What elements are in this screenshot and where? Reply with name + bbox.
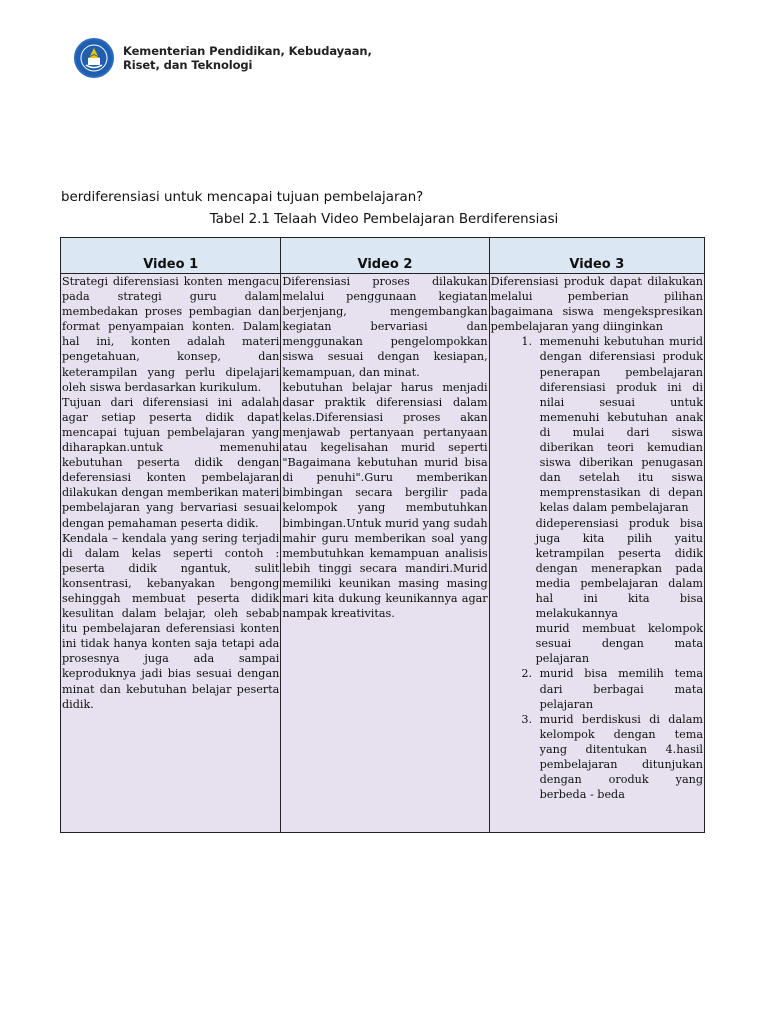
- header-video-3: Video 3: [489, 238, 704, 274]
- cell-video-2: [281, 274, 489, 833]
- header-video-2: Video 2: [281, 238, 489, 274]
- video-review-table: [60, 237, 705, 833]
- cell-video-3: [489, 274, 704, 833]
- list-item: 3. murid berdiskusi di dalam kelompok dengan tema yang ditentukan 4.hasil pembelajaran ditunjukan dengan oroduk yang berbeda - beda: [536, 712, 703, 803]
- video-2-paragraph-2: kebutuhan belajar harus menjadi dasar praktik diferensiasi dalam kelas.Diferensiasi proses akan menjawab pertanyaan pertanyaan atau kegelisahan murid seperti "Bagaimana kebutuhan murid bisa di penuhi".Guru memberikan bimbingan secara bergilir pada kelompok yang membutuhkan bimbingan.Untuk murid yang sudah mahir guru memberikan soal yang membutuhkan kemampuan analisis lebih tinggi secara mandiri.Murid memiliki keunikan masing masing mari kita dukung keunikannya agar nampak kreativitas.: [282, 380, 488, 621]
- video-1-paragraph-2: Tujuan dari diferensiasi ini adalah agar setiap peserta didik dapat mencapai tujuan pembelajaran yang diharapkan.untuk memenuhi kebutuhan peserta didik dengan deferensiasi konten pembelajaran dilakukan dengan memberikan materi pembelajaran yang bervariasi sesuai dengan pemahaman peserta didik.: [62, 395, 280, 530]
- list-item: 2. murid bisa memilih tema dari berbagai mata pelajaran: [536, 666, 703, 711]
- cell-video-1: [61, 274, 281, 833]
- table-row: [61, 274, 705, 833]
- video-3-list-a: [491, 334, 703, 515]
- video-3-intro: Diferensiasi produk dapat dilakukan melalui pemberian pilihan bagaimana siswa mengekspresikan pembelajaran yang diinginkan: [490, 275, 703, 334]
- page-header: [74, 38, 372, 78]
- video-1-paragraph-3: Kendala – kendala yang sering terjadi di dalam kelas seperti contoh : peserta didik ngantuk, sulit konsentrasi, kebanyakan bengong sehinggah membuat peserta didik kesulitan dalam belajar, oleh sebab itu pembelajaran deferensiasi konten ini tidak hanya konten saja tetapi ada prosesnya juga ada sampai keproduknya jadi bias sesuai dengan minat dan kebutuhan belajar peserta didik.: [62, 531, 280, 711]
- video-3-note-1: dideperensiasi produk bisa juga kita pilih yaitu ketrampilan peserta didik dengan menerapkan pada media pembelajaran dalam hal ini kita bisa melakukannya: [535, 516, 703, 621]
- video-3-list-b: [491, 666, 703, 802]
- table-caption: Tabel 2.1 Telaah Video Pembelajaran Berdiferensiasi: [209, 212, 559, 227]
- ministry-name: [123, 44, 372, 72]
- video-3-note-2: murid membuat kelompok sesuai dengan mata pelajaran: [535, 622, 703, 666]
- ministry-name-line1: Kementerian Pendidikan, Kebudayaan,: [123, 44, 372, 58]
- list-item: 1. memenuhi kebutuhan murid dengan diferensiasi produk penerapan pembelajaran diferensiasi produk ini di nilai sesuai untuk memenuhi kebutuhan anak di mulai dari siswa diberikan teori kemudian siswa diberikan penugasan dan setelah itu siswa memprenstasikan di depan kelas dalam pembelajaran: [536, 334, 703, 515]
- table-header-row: [61, 238, 705, 274]
- header-video-1: Video 1: [61, 238, 281, 274]
- question-text: berdiferensiasi untuk mencapai tujuan pembelajaran?: [61, 190, 424, 205]
- ministry-name-line2: Riset, dan Teknologi: [123, 58, 253, 72]
- tut-wuri-handayani-emblem-icon: [74, 38, 114, 78]
- video-2-paragraph-1: Diferensiasi proses dilakukan melalui penggunaan kegiatan berjenjang, mengembangkan kegiatan bervariasi dan menggunakan pengelompokkan siswa sesuai dengan kesiapan, kemampuan, dan minat.: [282, 275, 488, 379]
- video-1-paragraph-1: Strategi diferensiasi konten mengacu pada strategi guru dalam membedakan proses pembagian dan format penyampaian konten. Dalam hal ini, konten adalah materi pengetahuan, konsep, dan keterampilan yang perlu dipelajari oleh siswa berdasarkan kurikulum.: [62, 275, 280, 394]
